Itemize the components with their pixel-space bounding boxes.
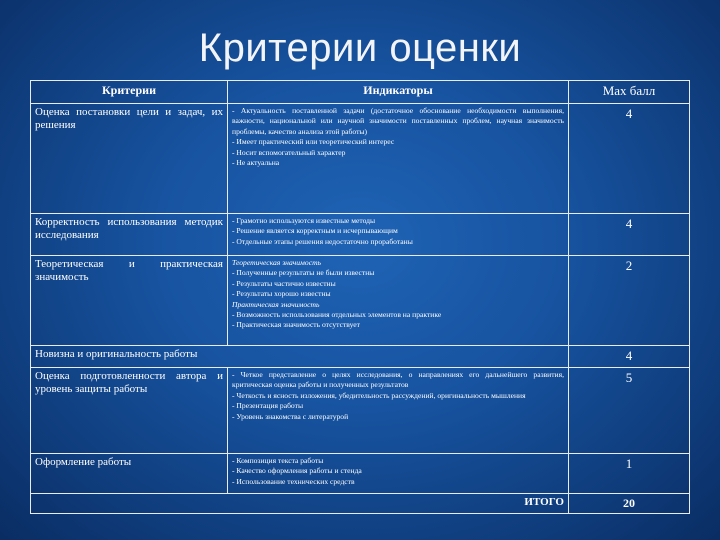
indicator-line: - Результаты частично известны: [232, 278, 336, 288]
criterion-cell: Теоретическая и практическая значимость: [31, 256, 228, 346]
score-cell: 4: [569, 214, 690, 256]
indicator-line: - Уровень знакомства с литературой: [232, 411, 349, 421]
slide-title: Критерии оценки: [198, 26, 522, 70]
criterion-cell: Оценка постановки цели и задач, их решения: [31, 104, 228, 214]
indicator-cell: [228, 454, 569, 494]
table-row: [31, 256, 690, 346]
indicator-cell: [228, 104, 569, 214]
total-value: 20: [569, 494, 690, 514]
indicator-cell: [228, 214, 569, 256]
indicator-cell: [228, 256, 569, 346]
indicator-line: - Результаты хорошо известны: [232, 289, 331, 299]
table-row: [31, 454, 690, 494]
indicator-line: - Возможность использования отдельных элементов на практике: [232, 310, 442, 320]
score-cell: 2: [569, 256, 690, 346]
score-cell: 4: [569, 104, 690, 214]
indicator-line: - Практическая значимость отсутствует: [232, 320, 360, 330]
indicator-line: - Носит вспомогательный характер: [232, 147, 346, 157]
criterion-cell: Новизна и оригинальность работы: [31, 346, 569, 368]
indicator-line: - Четкость и ясность изложения, убедительность рассуждений, оригинальность мышления: [232, 390, 526, 400]
criterion-cell: Оформление работы: [31, 454, 228, 494]
header-row: [31, 81, 690, 104]
table-row: [31, 368, 690, 454]
table-row: [31, 104, 690, 214]
indicator-line: - Презентация работы: [232, 401, 304, 411]
indicator-line: - Имеет практический или теоретический интерес: [232, 137, 395, 147]
indicator-line: - Полученные результаты не были известны: [232, 268, 375, 278]
indicator-subheading: Практическая значимость: [232, 299, 320, 309]
indicator-line: - Качество оформления работы и стенда: [232, 466, 362, 476]
indicator-line: - Отдельные этапы решения недостаточно проработаны: [232, 236, 413, 246]
header-max-score: Max балл: [569, 81, 690, 104]
indicator-line: - Актуальность поставленной задачи (достаточное обоснование необходимости выполнения, важности, национальной или научной значимости поставленных проблем, научная значимость проблемы, качество анализа этой работы): [232, 106, 564, 136]
indicator-cell: [228, 368, 569, 454]
criteria-table: [30, 80, 690, 514]
score-cell: 1: [569, 454, 690, 494]
header-indicators: Индикаторы: [228, 81, 569, 104]
indicator-line: - Четкое представление о целях исследования, о направлениях его дальнейшего развития, критическая оценка работы и полученных результатов: [232, 370, 564, 390]
total-label: ИТОГО: [31, 494, 569, 514]
table-row: [31, 214, 690, 256]
indicator-line: - Не актуальна: [232, 158, 280, 168]
criterion-cell: Корректность использования методик исследования: [31, 214, 228, 256]
indicator-line: - Использование технических средств: [232, 476, 355, 486]
score-cell: 5: [569, 368, 690, 454]
indicator-line: - Грамотно используются известные методы: [232, 216, 376, 225]
indicator-subheading: Теоретическая значимость: [232, 258, 322, 267]
total-row: [31, 494, 690, 514]
score-cell: 4: [569, 346, 690, 368]
header-criteria: Критерии: [31, 81, 228, 104]
indicator-line: - Композиция текста работы: [232, 456, 324, 465]
table-row: [31, 346, 690, 368]
criterion-cell: Оценка подготовленности автора и уровень защиты работы: [31, 368, 228, 454]
indicator-line: - Решение является корректным и исчерпывающим: [232, 226, 398, 236]
